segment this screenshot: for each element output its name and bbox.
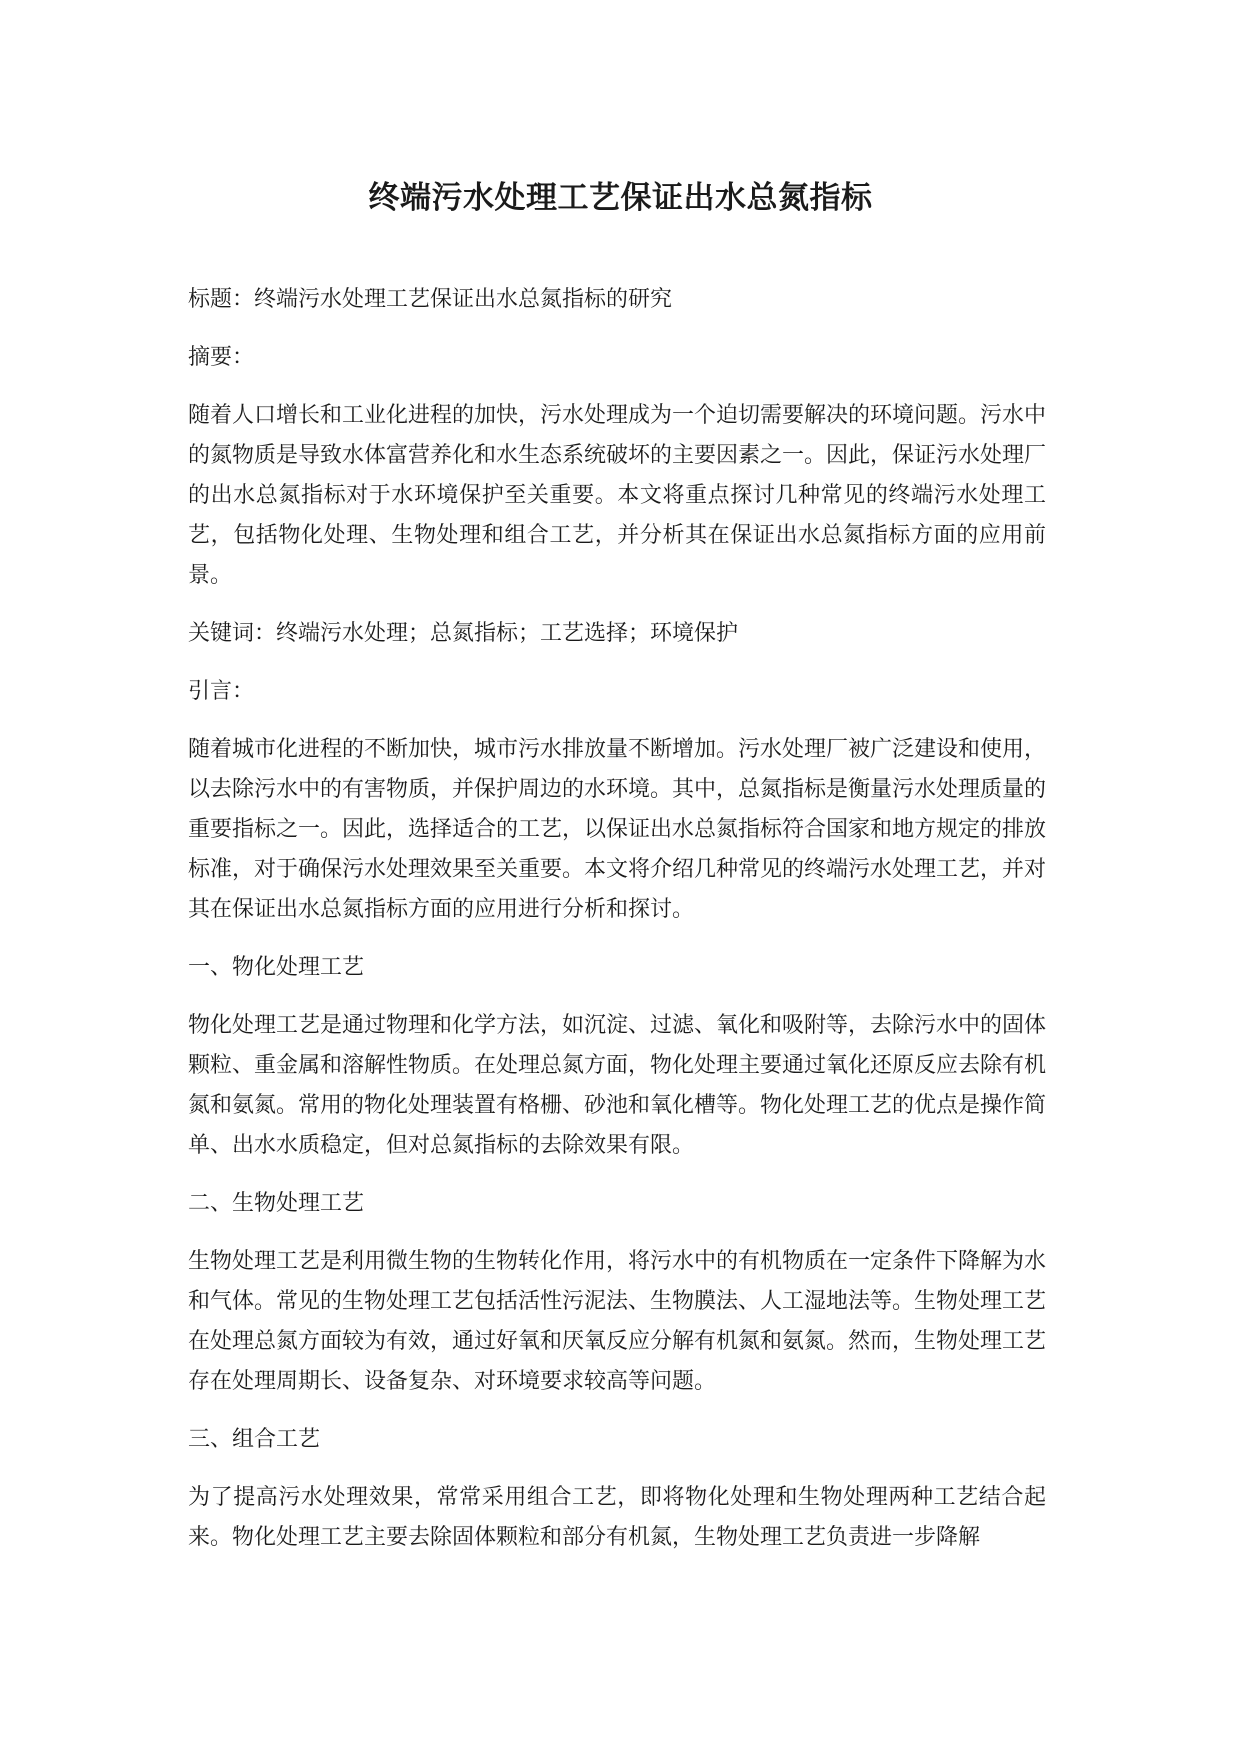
abstract-label: 摘要：	[188, 345, 255, 370]
section-3-heading: 三、组合工艺	[188, 1427, 321, 1452]
document-title: 终端污水处理工艺保证出水总氮指标	[368, 180, 873, 216]
section-1-paragraph: 物化处理工艺是通过物理和化学方法，如沉淀、过滤、氧化和吸附等，去除污水中的固体颗粒、重金属和溶解性物质。在处理总氮方面，物化处理主要通过氧化还原反应去除有机氮和氨氮。常用的物化处理装置有格栅、砂池和氧化槽等。物化处理工艺的优点是操作简单、出水水质稳定，但对总氮指标的去除效果有限。	[188, 1013, 1047, 1158]
section-2-heading: 二、生物处理工艺	[188, 1191, 365, 1216]
title-line: 标题：终端污水处理工艺保证出水总氮指标的研究	[188, 287, 673, 312]
abstract-paragraph: 随着人口增长和工业化进程的加快，污水处理成为一个迫切需要解决的环境问题。污水中的氮物质是导致水体富营养化和水生态系统破坏的主要因素之一。因此，保证污水处理厂的出水总氮指标对于水环境保护至关重要。本文将重点探讨几种常见的终端污水处理工艺，包括物化处理、生物处理和组合工艺，并分析其在保证出水总氮指标方面的应用前景。	[188, 403, 1047, 588]
document-body	[188, 280, 1046, 1558]
intro-label: 引言：	[188, 679, 255, 704]
intro-paragraph: 随着城市化进程的不断加快，城市污水排放量不断增加。污水处理厂被广泛建设和使用，以去除污水中的有害物质，并保护周边的水环境。其中，总氮指标是衡量污水处理质量的重要指标之一。因此，选择适合的工艺，以保证出水总氮指标符合国家和地方规定的排放标准，对于确保污水处理效果至关重要。本文将介绍几种常见的终端污水处理工艺，并对其在保证出水总氮指标方面的应用进行分析和探讨。	[188, 737, 1047, 922]
section-2-paragraph: 生物处理工艺是利用微生物的生物转化作用，将污水中的有机物质在一定条件下降解为水和气体。常见的生物处理工艺包括活性污泥法、生物膜法、人工湿地法等。生物处理工艺在处理总氮方面较为有效，通过好氧和厌氧反应分解有机氮和氨氮。然而，生物处理工艺存在处理周期长、设备复杂、对环境要求较高等问题。	[188, 1249, 1047, 1394]
section-1-heading: 一、物化处理工艺	[188, 955, 365, 980]
keywords-line: 关键词：终端污水处理；总氮指标；工艺选择；环境保护	[188, 621, 739, 646]
section-3-paragraph: 为了提高污水处理效果，常常采用组合工艺，即将物化处理和生物处理两种工艺结合起来。物化处理工艺主要去除固体颗粒和部分有机氮，生物处理工艺负责进一步降解	[188, 1485, 1046, 1550]
